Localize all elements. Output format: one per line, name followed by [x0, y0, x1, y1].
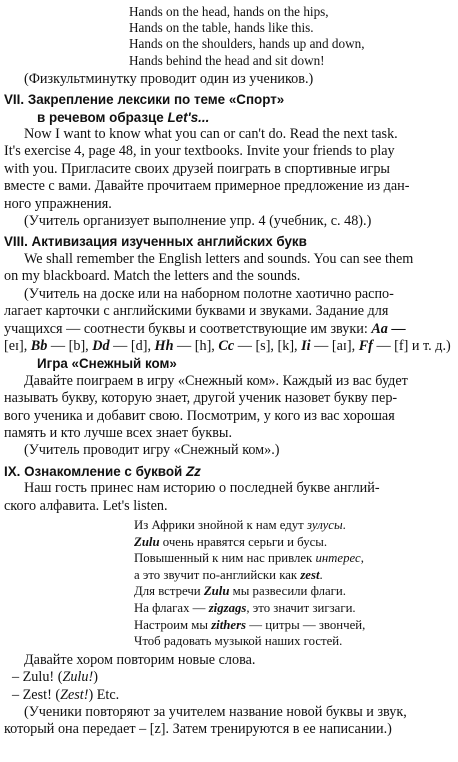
section-heading-9 [4, 463, 454, 480]
poem-text: . [319, 567, 323, 582]
text-line: (Учитель на доске или на наборном полотне хаотично распо- [24, 285, 394, 302]
letter-cc: Cc [218, 337, 235, 354]
heading-italic: Let's... [167, 109, 210, 125]
poem-text: мы развесили флаги. [229, 584, 346, 599]
rhyme-line: Hands behind the head and sit down! [129, 52, 325, 68]
poem-line [134, 567, 454, 584]
poem-line [134, 534, 454, 551]
poem-text: , [360, 551, 364, 566]
text-span: — [d], [109, 337, 155, 354]
section-heading-7 [4, 91, 454, 126]
poem-line [134, 617, 454, 634]
heading-line [4, 109, 454, 126]
letter-hh: Hh [154, 337, 174, 354]
text-span: [eɪ], [4, 337, 31, 354]
rhyme-line: Hands on the head, hands on the hips, [129, 4, 329, 19]
teacher-note: (Учитель проводит игру «Снежный ком».) [24, 442, 280, 459]
text-line: Наш гость принес нам историю о последней букве англий- [24, 480, 380, 497]
text-line: (Ученики повторяют за учителем название новой буквы и звук, [24, 703, 407, 720]
exercise-rhyme [4, 4, 454, 69]
text-span: — [f] и т. д.) [372, 337, 451, 354]
poem-text: . [342, 517, 346, 532]
poem-text: На флагах — [134, 600, 209, 615]
letter-ff: Ff [358, 337, 373, 354]
text-italic: Zest! [60, 686, 89, 703]
poem-text: — цитры — звончей, [246, 617, 366, 632]
zulu-poem [4, 517, 454, 650]
poem-text: Для встречи [134, 584, 204, 599]
teacher-note: (Учитель организует выполнение упр. 4 (учебник, с. 48).) [24, 213, 372, 230]
heading-text: в речевом образце [37, 109, 168, 125]
text-italic: Zulu! [62, 669, 94, 686]
letter-ii: Ii [301, 337, 311, 354]
heading-letter: Zz [186, 463, 201, 479]
poem-line [134, 583, 454, 600]
section-9-intro [4, 480, 454, 515]
poem-text: Из Африки знойной к нам едут [134, 517, 307, 532]
text-line [4, 338, 454, 355]
text-line: We shall remember the English letters and sounds. You can see them [24, 250, 414, 267]
section-7-paragraph [4, 126, 454, 213]
textbook-page [4, 4, 454, 739]
rhyme-line: Hands on the table, hands like this. [129, 20, 314, 36]
poem-text: очень нравятся серьги и бусы. [159, 534, 328, 549]
final-note [4, 704, 454, 739]
text-line: называть букву, которую знает, другой ученик назовет букву пер- [4, 390, 398, 407]
text-line: ного упражнения. [4, 195, 112, 212]
poem-emphasis: интерес [315, 551, 361, 566]
text-line: Now I want to know what you can or can't do. Read the next task. [24, 126, 398, 143]
poem-line [134, 633, 454, 650]
poem-emphasis: Zulu [134, 534, 160, 549]
poem-line [134, 517, 454, 534]
letter-dd: Dd [92, 337, 110, 354]
poem-line [134, 600, 454, 617]
heading-text: IX. Ознакомление с буквой [4, 463, 186, 479]
text-span: ) [93, 669, 98, 686]
poem-emphasis: Zulu [203, 584, 230, 599]
text-line: лагает карточки с английскими буквами и звуками. Задание для [4, 303, 389, 320]
poem-emphasis: зулусы [306, 517, 343, 532]
poem-text: , это значит зигзаги. [246, 600, 356, 615]
text-line: on my blackboard. Match the letters and the sounds. [4, 268, 301, 285]
text-span: ) Etc. [88, 686, 120, 703]
letter-aa: Aa — [371, 320, 406, 337]
section-8-note [4, 286, 454, 356]
text-line: It's exercise 4, page 48, in your textbooks. Invite your friends to play [4, 143, 395, 160]
text-span: учащихся — соотнести буквы и соответствующие им звуки: [4, 320, 372, 337]
heading-line: VII. Закрепление лексики по теме «Спорт» [4, 92, 285, 108]
poem-emphasis: zithers [211, 617, 247, 632]
text-span: — [s], [k], [234, 337, 302, 354]
game-title: Игра «Снежный ком» [37, 356, 177, 372]
letter-bb: Bb [30, 337, 48, 354]
text-span: — [h], [173, 337, 219, 354]
word-zulu [4, 669, 454, 686]
poem-text: а это звучит по-английски как [134, 567, 301, 582]
game-paragraph [4, 373, 454, 443]
word-zest [4, 687, 454, 704]
text-span: – Zulu! ( [12, 669, 63, 686]
text-span: — [b], [47, 337, 93, 354]
text-line: with you. Пригласите своих друзей поиграть в спортивные игры [4, 160, 390, 177]
poem-text: Повышенный к ним нас привлек [134, 551, 316, 566]
section-8-paragraph [4, 251, 454, 286]
text-span: – Zest! ( [12, 686, 61, 703]
poem-emphasis: zigzags [208, 600, 247, 615]
chorus-line: Давайте хором повторим новые слова. [24, 651, 256, 668]
text-line: ского алфавита. Let's listen. [4, 497, 168, 514]
poem-text: Настроим мы [134, 617, 212, 632]
poem-emphasis: zest [300, 567, 320, 582]
text-line: Давайте поиграем в игру «Снежный ком». Каждый из вас будет [24, 372, 408, 389]
poem-text: Чтоб радовать музыкой наших гостей. [134, 634, 343, 649]
text-line: вого ученика и добавит свою. Посмотрим, у кого из вас хорошая [4, 407, 395, 424]
text-line: вместе с вами. Давайте прочитаем примерное предложение из дан- [4, 178, 410, 195]
text-line [4, 321, 454, 338]
section-heading-8: VIII. Активизация изученных английских букв [4, 234, 307, 250]
text-span: — [aɪ], [310, 337, 359, 354]
text-line: память и кто лучше всех знает буквы. [4, 424, 233, 441]
teacher-note: (Физкультминутку проводит один из учеников.) [24, 70, 314, 87]
text-line: который она передает – [z]. Затем тренируются в ее написании.) [4, 721, 392, 738]
rhyme-line: Hands on the shoulders, hands up and down, [129, 36, 365, 52]
poem-line [134, 550, 454, 567]
